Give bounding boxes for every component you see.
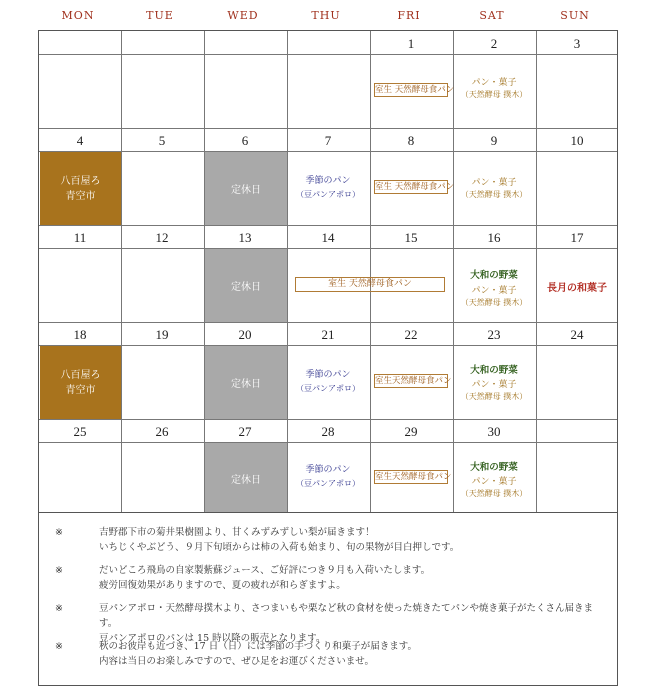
grid-line xyxy=(39,419,617,420)
grid-line xyxy=(39,128,617,129)
pan-kashi-label: パン・菓子 xyxy=(471,380,517,390)
event-closed xyxy=(205,443,287,513)
day-number: 17 xyxy=(570,230,584,245)
day-number: 3 xyxy=(573,36,581,51)
closed-label: 定休日 xyxy=(231,185,261,196)
day-number: 20 xyxy=(238,327,252,342)
event-yamato-veg: 大和の野菜 xyxy=(470,270,518,281)
day-number: 4 xyxy=(76,133,84,148)
day-number: 9 xyxy=(490,133,498,148)
event-muro-bread-wide: 室生 天然酵母食パン xyxy=(295,277,445,292)
day-number: 16 xyxy=(487,230,501,245)
pan-kashi-sub: （天然酵母 撲木） xyxy=(460,90,528,99)
event-pan-kashi xyxy=(453,476,535,500)
event-yamato-veg: 大和の野菜 xyxy=(470,365,518,376)
pan-kashi-label: パン・菓子 xyxy=(471,477,517,487)
note-body xyxy=(99,639,609,669)
note-line: 内容は当日のお楽しみですので、ぜひ足をお運びくださいませ。 xyxy=(99,656,375,667)
day-number: 19 xyxy=(155,327,169,342)
pan-kashi-label: パン・菓子 xyxy=(471,78,517,88)
day-number: 5 xyxy=(158,133,166,148)
event-closed xyxy=(205,346,287,419)
pan-kashi-sub: （天然酵母 撲木） xyxy=(460,298,528,307)
weekday-thu: THU xyxy=(311,9,341,22)
event-pan-kashi xyxy=(453,379,535,403)
grid-line xyxy=(39,442,617,443)
event-pan-kashi xyxy=(453,77,535,101)
yaoya-line1: 八百屋ろ xyxy=(60,369,101,381)
event-season-bread xyxy=(287,174,369,202)
note-mark: ※ xyxy=(55,565,63,576)
closed-label: 定休日 xyxy=(231,379,261,390)
day-number: 8 xyxy=(407,133,415,148)
day-number: 26 xyxy=(155,424,169,439)
note-body xyxy=(99,525,609,555)
weekday-fri: FRI xyxy=(397,9,421,22)
note-line: 吉野郡下市の菊井果樹園より、甘くみずみずしい梨が届きます！ xyxy=(99,527,375,538)
event-pan-kashi xyxy=(453,285,535,309)
day-number: 13 xyxy=(238,230,252,245)
event-muro-bread: 室生 天然酵母食パン xyxy=(375,182,455,192)
note-line: 豆パンアポロ・天然酵母撲木より、さつまいもや栗など秋の食材を使った焼きたてパンや焼き菓子がたくさん届きます。 xyxy=(99,603,594,629)
pan-kashi-sub: （天然酵母 撲木） xyxy=(460,190,528,199)
season-bread-label: 季節のパン xyxy=(305,370,351,380)
day-number: 12 xyxy=(155,230,169,245)
pan-kashi-label: パン・菓子 xyxy=(471,286,517,296)
note-body xyxy=(99,563,609,593)
season-bread-label: 季節のパン xyxy=(305,465,351,475)
closed-label: 定休日 xyxy=(231,474,261,486)
day-number: 7 xyxy=(324,133,332,148)
event-season-bread xyxy=(287,368,369,396)
day-number: 28 xyxy=(321,424,335,439)
yaoya-line2: 青空市 xyxy=(65,384,96,396)
event-yamato-veg: 大和の野菜 xyxy=(470,462,518,473)
pan-kashi-sub: （天然酵母 撲木） xyxy=(460,489,528,498)
event-muro-bread: 室生天然酵母食パン xyxy=(375,376,452,386)
closed-label: 定休日 xyxy=(231,282,261,293)
weekday-mon: MON xyxy=(61,9,95,22)
day-number: 25 xyxy=(73,424,87,439)
note-line: 疲労回復効果がありますので、夏の疲れが和らぎますよ。 xyxy=(99,580,346,591)
grid-line xyxy=(39,151,617,152)
day-number: 29 xyxy=(404,424,418,439)
weekday-tue: TUE xyxy=(146,9,174,22)
day-number: 30 xyxy=(487,424,501,439)
weekday-sat: SAT xyxy=(479,9,505,22)
day-number: 23 xyxy=(487,327,501,342)
season-bread-sub: （豆パンアポロ） xyxy=(296,190,360,199)
event-pan-kashi xyxy=(453,177,535,201)
event-nagatsuki-wagashi: 長月の和菓子 xyxy=(547,283,607,294)
event-season-bread xyxy=(287,463,369,491)
event-closed xyxy=(205,249,287,322)
weekday-wed: WED xyxy=(227,9,259,22)
pan-kashi-label: パン・菓子 xyxy=(471,178,517,188)
day-number: 14 xyxy=(321,230,335,245)
note-line: 秋のお彼岸も近づき、17 日（日）には季節の手づくり和菓子が届きます。 xyxy=(99,641,417,652)
event-closed xyxy=(205,152,287,225)
day-number: 2 xyxy=(490,36,498,51)
grid-line xyxy=(536,31,537,512)
grid-line xyxy=(39,345,617,346)
notes-box xyxy=(38,512,618,686)
season-bread-label: 季節のパン xyxy=(305,176,351,186)
note-line: だいどころ飛鳥の自家製紫蘇ジュース、ご好評につき９月も入荷いたします。 xyxy=(99,565,431,576)
event-muro-bread: 室生 天然酵母食パン xyxy=(375,85,455,95)
day-number: 10 xyxy=(570,133,584,148)
grid-line xyxy=(39,322,617,323)
yaoya-line2: 青空市 xyxy=(65,190,96,202)
note-mark: ※ xyxy=(55,641,63,652)
day-number: 27 xyxy=(238,424,252,439)
calendar-grid xyxy=(38,30,618,513)
pan-kashi-sub: （天然酵母 撲木） xyxy=(460,392,528,401)
day-number: 6 xyxy=(241,133,249,148)
note-mark: ※ xyxy=(55,527,63,538)
yaoya-line1: 八百屋ろ xyxy=(60,175,101,187)
season-bread-sub: （豆パンアポロ） xyxy=(296,479,360,488)
season-bread-sub: （豆パンアポロ） xyxy=(296,384,360,393)
note-line: いちじくやぶどう、９月下旬頃からは柿の入荷も始まり、旬の果物が目白押しです。 xyxy=(99,542,460,553)
event-yaoya-aozoraichi xyxy=(40,346,121,419)
event-yaoya-aozoraichi xyxy=(40,152,121,225)
weekday-sun: SUN xyxy=(560,9,590,22)
day-number: 1 xyxy=(407,36,415,51)
grid-line xyxy=(39,54,617,55)
day-number: 11 xyxy=(73,230,87,245)
grid-line xyxy=(39,225,617,226)
grid-line xyxy=(39,248,617,249)
note-mark: ※ xyxy=(55,603,63,614)
note-line: 豆パンアポロのパンは 15 時以降の販売となります。 xyxy=(99,633,326,644)
day-number: 24 xyxy=(570,327,584,342)
event-muro-bread: 室生天然酵母食パン xyxy=(375,472,452,482)
day-number: 18 xyxy=(73,327,87,342)
day-number: 15 xyxy=(404,230,418,245)
day-number: 21 xyxy=(321,327,335,342)
day-number: 22 xyxy=(404,327,418,342)
